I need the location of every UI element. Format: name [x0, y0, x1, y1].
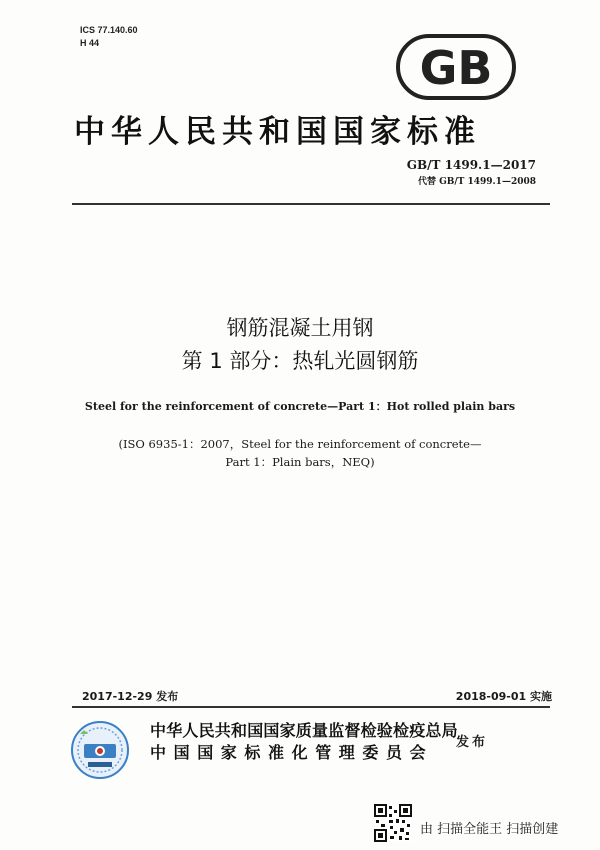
title-cn-line2: 第 1 部分：热轧光圆钢筋 — [181, 349, 419, 373]
gb-logo — [396, 34, 516, 100]
iso-reference — [0, 435, 600, 471]
ics-code: ICS 77.140.60 — [80, 25, 138, 35]
official-seal-icon — [70, 720, 130, 780]
issuer-aqsiq: 中华人民共和国国家质量监督检验检疫总局 — [150, 721, 458, 740]
publish-label: 发布 — [456, 735, 489, 750]
issuing-authorities — [150, 720, 458, 764]
scanner-watermark: 由 扫描全能王 扫描创建 — [420, 822, 559, 837]
qr-code-icon — [374, 804, 412, 842]
header-divider — [72, 203, 550, 205]
classification-codes — [80, 24, 138, 50]
title-cn-line1: 钢筋混凝土用钢 — [226, 316, 374, 340]
iso-line2: Part 1：Plain bars，NEQ) — [225, 455, 375, 469]
footer-divider — [72, 706, 550, 708]
document-title-cn — [0, 312, 600, 378]
standard-number: GB/T 1499.1—2017 — [406, 158, 536, 172]
effective-date: 2018-09-01 实施 — [455, 690, 552, 703]
issue-date: 2017-12-29 发布 — [82, 690, 179, 703]
national-standard-title: 中华人民共和国国家标准 — [74, 114, 481, 150]
replaces-standard: 代替 GB/T 1499.1—2008 — [417, 177, 536, 187]
standard-number-block — [407, 158, 536, 187]
ccs-code: H 44 — [80, 38, 100, 48]
dates-row — [74, 688, 552, 704]
document-title-en: Steel for the reinforcement of concrete—Part 1：Hot rolled plain bars — [84, 400, 516, 413]
gb-logo-text: GB — [419, 41, 493, 95]
issuer-sac: 中国国家标准化管理委员会 — [150, 743, 434, 762]
iso-line1: (ISO 6935-1：2007，Steel for the reinforcement of concrete— — [118, 437, 482, 451]
